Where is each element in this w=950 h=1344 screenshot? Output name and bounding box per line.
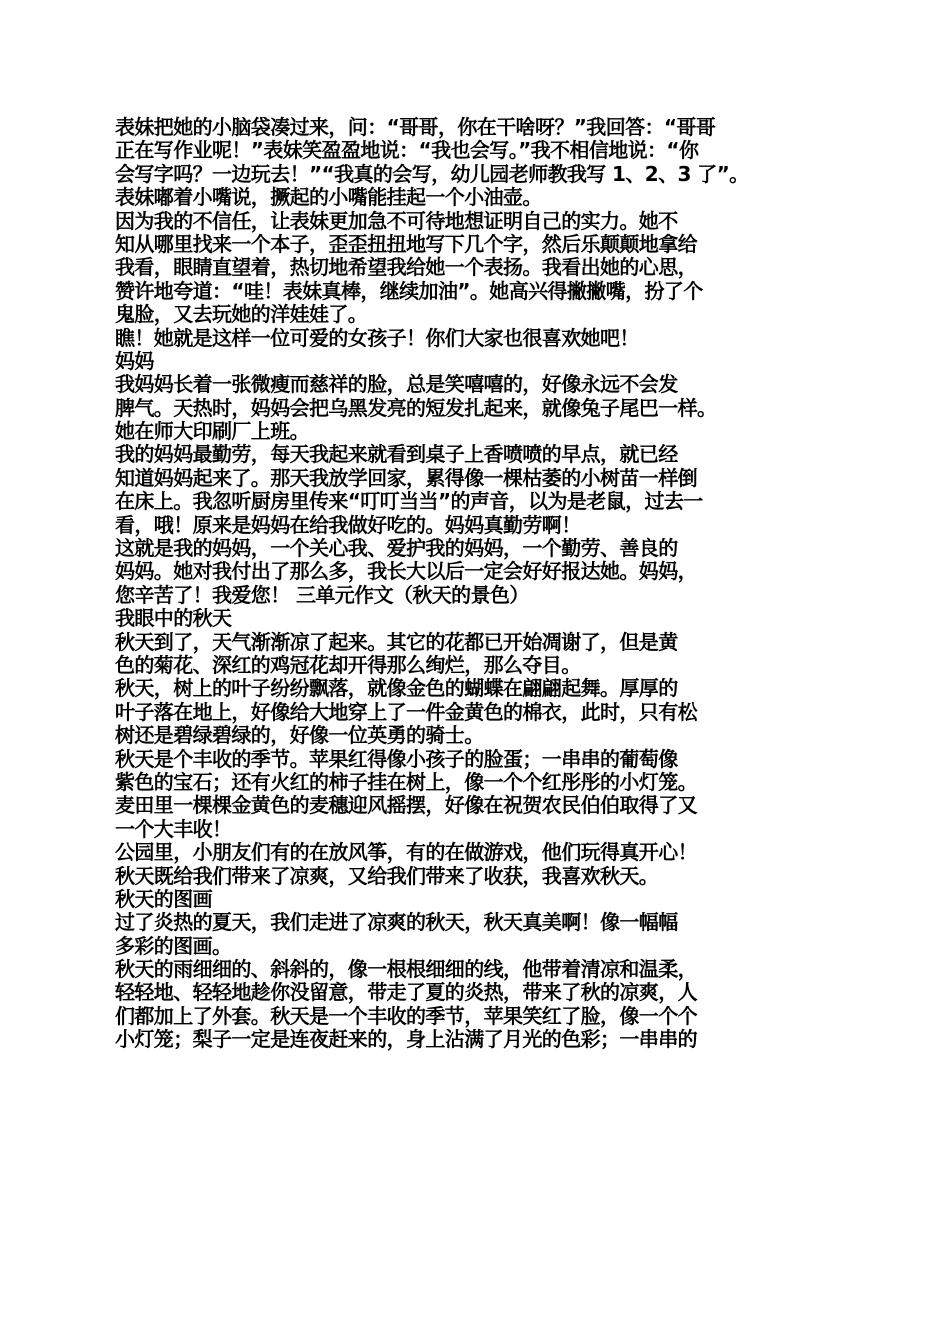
text-line: 紫色的宝石；还有火红的柿子挂在树上，像一个个红彤彤的小灯笼。: [115, 769, 697, 794]
text-line: 脾气。天热时，妈妈会把乌黑发亮的短发扎起来，就像兔子尾巴一样。: [115, 395, 717, 420]
document-page: [115, 116, 845, 1052]
text-line: 我看，眼睛直望着，热切地希望我给她一个表扬。我看出她的心思，: [115, 255, 697, 280]
text-line: 多彩的图画。: [115, 933, 232, 958]
text-line: 正在写作业呢！”表妹笑盈盈地说：“我也会写。”我不相信地说：“你: [115, 138, 699, 163]
text-line: 小灯笼；梨子一定是连夜赶来的，身上沾满了月光的色彩；一串串的: [115, 1027, 697, 1052]
text-line: 秋天是个丰收的季节。苹果红得像小孩子的脸蛋；一串串的葡萄像: [115, 746, 678, 771]
text-line: 一个大丰收！: [115, 816, 232, 841]
text-line: 看，哦！原来是妈妈在给我做好吃的。妈妈真勤劳啊！: [115, 512, 581, 537]
text-line: 表妹把她的小脑袋凑过来，问：“哥哥，你在干啥呀？”我回答：“哥哥: [115, 115, 716, 139]
text-line: 您辛苦了！我爱您！ 三单元作文（秋天的景色）: [115, 582, 529, 607]
text-line: 在床上。我忽听厨房里传来“叮叮当当”的声音，以为是老鼠，过去一: [115, 489, 703, 514]
text-line: 秋天到了，天气渐渐凉了起来。其它的花都已开始凋谢了，但是黄: [115, 629, 678, 654]
text-line: 叶子落在地上，好像给大地穿上了一件金黄色的棉衣，此时，只有松: [115, 699, 697, 724]
text-line: 这就是我的妈妈，一个关心我、爱护我的妈妈，一个勤劳、善良的: [115, 536, 678, 561]
text-line: 公园里，小朋友们有的在放风筝，有的在做游戏，他们玩得真开心！: [115, 840, 697, 865]
text-line: 妈妈: [115, 348, 154, 373]
text-line: 知道妈妈起来了。那天我放学回家，累得像一棵枯萎的小树苗一样倒: [115, 465, 697, 490]
text-line: 麦田里一棵棵金黄色的麦穗迎风摇摆，好像在祝贺农民伯伯取得了又: [115, 793, 697, 818]
text-line: 秋天的图画: [115, 886, 212, 911]
text-line: 会写字吗？一边玩去！”“我真的会写，幼儿园老师教我写 1、2、3 了”。: [115, 161, 749, 186]
text-line: 妈妈。她对我付出了那么多，我长大以后一定会好好报达她。妈妈，: [115, 559, 697, 584]
text-line: 知从哪里找来一个本子，歪歪扭扭地写下几个字，然后乐颠颠地拿给: [115, 231, 697, 256]
text-line: 秋天的雨细细的、斜斜的，像一根根细细的线，他带着清凉和温柔，: [115, 957, 697, 982]
text-line: 我的妈妈最勤劳，每天我起来就看到桌子上香喷喷的早点，就已经: [115, 442, 678, 467]
text-line: 瞧！她就是这样一位可爱的女孩子！你们大家也很喜欢她吧！: [115, 325, 639, 350]
text-line: 赞许地夸道：“哇！表妹真棒，继续加油”。她高兴得撇撇嘴，扮了个: [115, 278, 703, 303]
text-line: 鬼脸，又去玩她的洋娃娃了。: [115, 302, 368, 327]
text-line: 轻轻地、轻轻地趁你没留意，带走了夏的炎热，带来了秋的凉爽，人: [115, 980, 697, 1005]
text-line: 我眼中的秋天: [115, 606, 232, 631]
text-line: 树还是碧绿碧绿的，好像一位英勇的骑士。: [115, 723, 484, 748]
text-line: 色的菊花、深红的鸡冠花却开得那么绚烂，那么夺目。: [115, 652, 581, 677]
text-line: 因为我的不信任，让表妹更加急不可待地想证明自己的实力。她不: [115, 208, 678, 233]
text-line: 我妈妈长着一张微瘦而慈祥的脸，总是笑嘻嘻的，好像永远不会发: [115, 372, 678, 397]
text-line: 表妹嘟着小嘴说，撅起的小嘴能挂起一个小油壶。: [115, 185, 542, 210]
text-line: 们都加上了外套。秋天是一个丰收的季节，苹果笑红了脸，像一个个: [115, 1003, 697, 1028]
text-line: 秋天，树上的叶子纷纷飘落，就像金色的蝴蝶在翩翩起舞。厚厚的: [115, 676, 678, 701]
text-line: 秋天既给我们带来了凉爽，又给我们带来了收获，我喜欢秋天。: [115, 863, 659, 888]
text-line: 过了炎热的夏天，我们走进了凉爽的秋天，秋天真美啊！像一幅幅: [115, 910, 678, 935]
text-line: 她在师大印刷厂上班。: [115, 419, 309, 444]
